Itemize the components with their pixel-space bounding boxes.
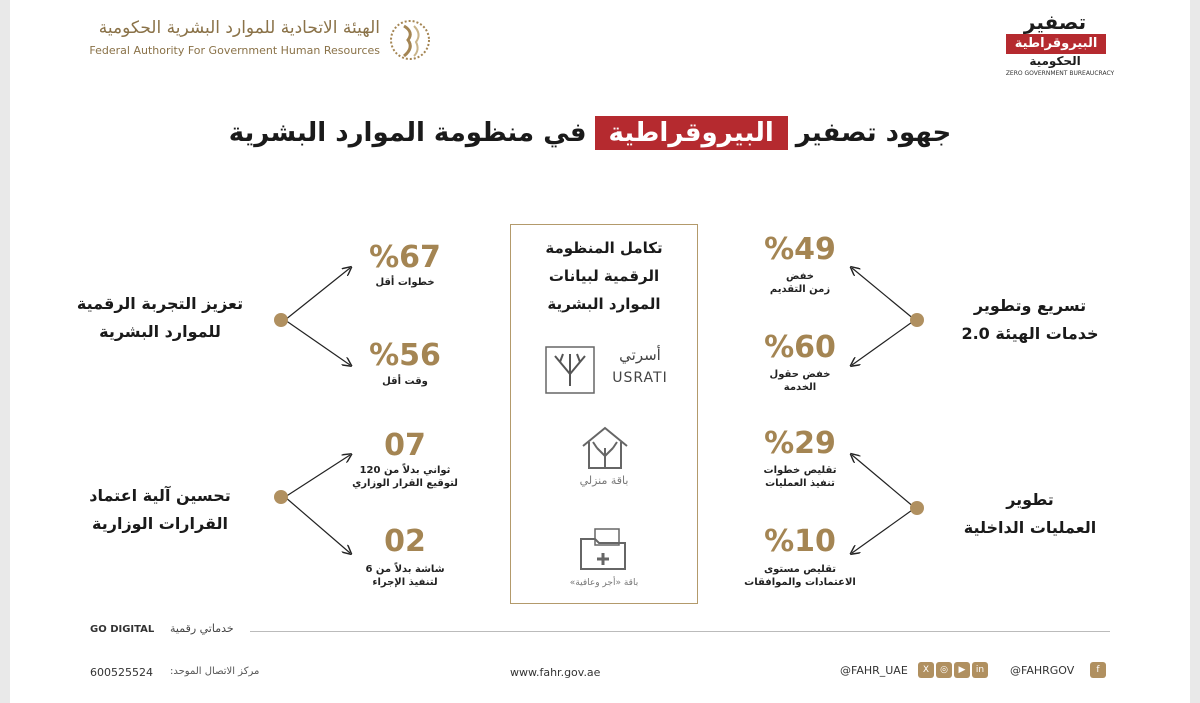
stat-caption-line: تقليص مستوى: [763, 564, 837, 575]
stat-value: 07: [384, 428, 426, 463]
stat-value: %49: [764, 232, 836, 267]
group-label-line: تعزيز التجربة الرقمية: [76, 294, 244, 313]
home-tree-icon: [575, 422, 635, 472]
x-icon[interactable]: X: [918, 662, 934, 678]
group-dot: [910, 501, 924, 515]
phone-label: مركز الاتصال الموحد:: [170, 666, 260, 677]
zero-logo-red: البيروقراطية: [1006, 34, 1106, 54]
group-label-line: للموارد البشرية: [99, 322, 221, 341]
stat-caption-line: خفض حقول: [769, 369, 831, 380]
stat-caption-line: الاعتمادات والموافقات: [744, 577, 856, 588]
group-dot: [274, 313, 288, 327]
zero-logo-top: تصفير: [1023, 10, 1087, 34]
center-title-line: تكامل المنظومة: [545, 239, 663, 257]
stat-value: %29: [764, 426, 836, 461]
group-label-ministerial-decisions: [50, 482, 270, 538]
authority-name-en: Federal Authority For Government Human Resources: [89, 44, 380, 57]
usrati-label-ar: أسرتي: [619, 346, 661, 364]
health-folder-icon: [575, 525, 631, 573]
infographic-page: [10, 0, 1190, 703]
linkedin-icon[interactable]: in: [972, 662, 988, 678]
website-link[interactable]: www.fahr.gov.ae: [510, 666, 601, 679]
stat-caption: [735, 563, 865, 589]
group-dot: [910, 313, 924, 327]
go-digital-label-ar: خدماتي رقمية: [170, 622, 234, 635]
facebook-icon[interactable]: f: [1090, 662, 1106, 678]
stat-value: 02: [384, 524, 426, 559]
group-label-line: العمليات الداخلية: [963, 518, 1097, 537]
go-digital-label: GO DIGITAL: [90, 624, 155, 635]
stat-caption: [340, 464, 470, 490]
stat-caption-line: زمن التقديم: [769, 284, 831, 295]
stat-caption: [745, 270, 855, 296]
stat-value: %67: [369, 240, 441, 275]
social-handle-uae[interactable]: @FAHR_UAE: [840, 664, 908, 677]
stat-caption-line: الخدمة: [783, 382, 817, 393]
title-part2: في منظومة الموارد البشرية: [228, 118, 587, 148]
usrati-tree-icon: [545, 346, 595, 394]
group-label-line: تسريع وتطوير: [973, 296, 1087, 315]
youtube-icon[interactable]: ▶: [954, 662, 970, 678]
stat-caption-line: لتنفيذ الإجراء: [372, 577, 438, 588]
stat-caption: خطوات أقل: [375, 277, 435, 288]
title-highlight: البيروقراطية: [595, 116, 788, 150]
stat-caption: [340, 563, 470, 589]
group-label-services: [930, 292, 1130, 348]
center-title: [520, 234, 688, 318]
title-part1: جهود تصفير: [795, 118, 952, 148]
baqa-ajr-label: باقة «أجر وعافية»: [569, 578, 639, 588]
center-title-line: الرقمية لبيانات: [548, 267, 660, 285]
group-dot: [274, 490, 288, 504]
stat-caption-line: لتوقيع القرار الوزاري: [352, 478, 458, 489]
stat-caption-line: ثواني بدلاً من 120: [359, 465, 451, 476]
instagram-icon[interactable]: ◎: [936, 662, 952, 678]
stat-caption: [745, 368, 855, 394]
stat-value: %10: [764, 524, 836, 559]
stat-caption: وقت أقل: [382, 376, 428, 387]
social-handle-gov[interactable]: @FAHRGOV: [1010, 664, 1075, 677]
group-label-line: خدمات الهيئة 2.0: [961, 324, 1099, 343]
zero-logo-mid: الحكومية: [1029, 54, 1081, 68]
group-label-line: القرارات الوزارية: [92, 514, 228, 533]
center-title-line: الموارد البشرية: [547, 295, 661, 313]
stat-caption-line: تنفيذ العمليات: [765, 478, 835, 489]
stat-caption-line: تقليص خطوات: [763, 465, 837, 476]
authority-name-ar: الهيئة الاتحادية للموارد البشرية الحكومية: [98, 18, 380, 38]
usrati-label-en: USRATI: [612, 370, 668, 386]
group-label-digital-experience: [50, 290, 270, 346]
zero-logo-en: ZERO GOVERNMENT BUREAUCRACY: [1005, 70, 1115, 77]
group-label-line: تحسين آلية اعتماد: [89, 486, 231, 505]
stat-caption-line: شاشة بدلاً من 6: [365, 564, 445, 575]
stat-value: %56: [369, 338, 441, 373]
footer-divider: [250, 631, 1110, 632]
group-label-internal-ops: [930, 486, 1130, 542]
phone-number: 600525524: [90, 666, 153, 679]
group-label-line: تطوير: [1006, 490, 1054, 509]
stat-caption-line: خفض: [785, 271, 815, 282]
baqa-manzili-label: باقة منزلي: [579, 474, 629, 487]
stat-value: %60: [764, 330, 836, 365]
stat-caption: [735, 464, 865, 490]
